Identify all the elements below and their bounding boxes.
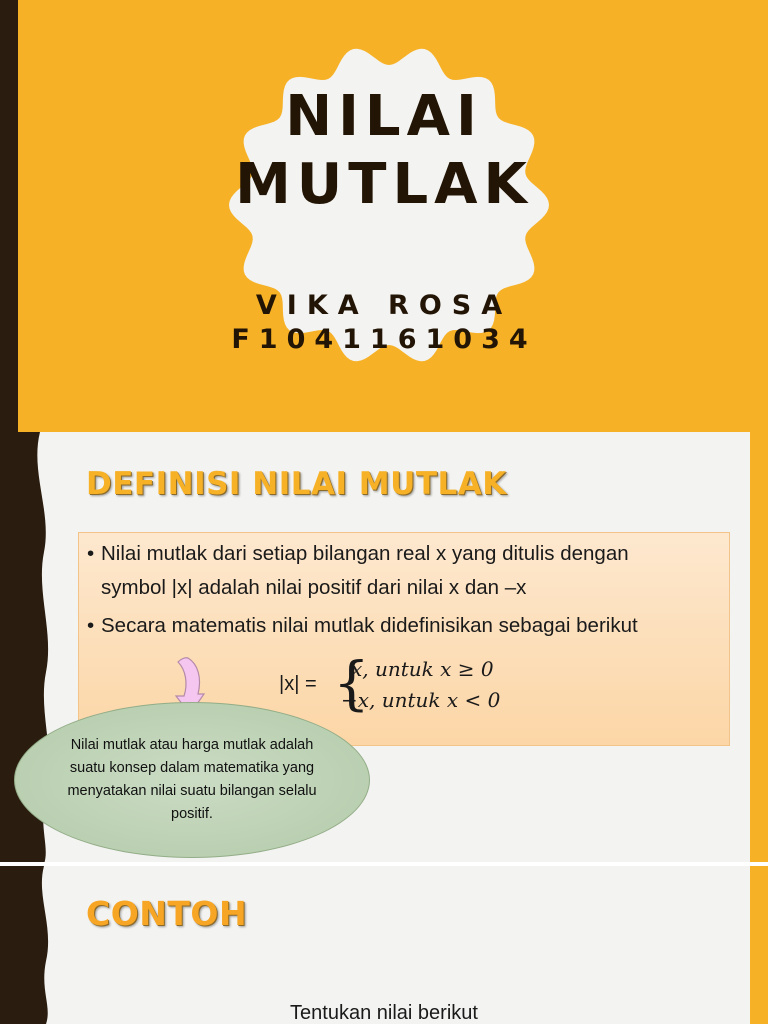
callout-ellipse [14,702,370,858]
title-slide [0,0,768,432]
left-wave-border [0,866,60,1024]
formula-lhs: |x| = [279,673,317,695]
bullet-1-line-2: symbol |x| adalah nilai positif dari nilai x dan –x [101,576,527,599]
right-accent-bar [750,432,768,864]
right-accent-bar [750,866,768,1024]
example-slide [0,866,768,1024]
author-name: VIKA ROSA [255,290,513,321]
title-line-2: MUTLAK [235,152,533,217]
absolute-value-formula [279,649,539,723]
bullet-dot: • [87,542,95,565]
bullet-1 [87,537,723,571]
bullet-2-text: Secara matematis nilai mutlak didefinisikan sebagai berikut [101,614,638,637]
formula-case-1: x, untuk x ≥ 0 [351,657,494,681]
bullet-dot: • [87,614,95,637]
formula-case-2: −x, untuk x < 0 [341,688,501,712]
bullet-1-line-1: Nilai mutlak dari setiap bilangan real x yang ditulis dengan [101,542,629,565]
author-id: F1041161034 [231,324,537,355]
example-text: Tentukan nilai berikut [290,1002,478,1024]
definition-slide [0,432,768,864]
callout-text: Nilai mutlak atau harga mutlak adalah suatu konsep dalam matematika yang menyatakan nilai suatu bilangan selalu positif. [67,737,317,822]
slide-title: CONTOH [86,894,248,933]
slide-title: DEFINISI NILAI MUTLAK [86,466,507,502]
bullet-2 [87,609,723,643]
title-line-1: NILAI [285,84,483,149]
formula-brace: { [333,649,370,717]
